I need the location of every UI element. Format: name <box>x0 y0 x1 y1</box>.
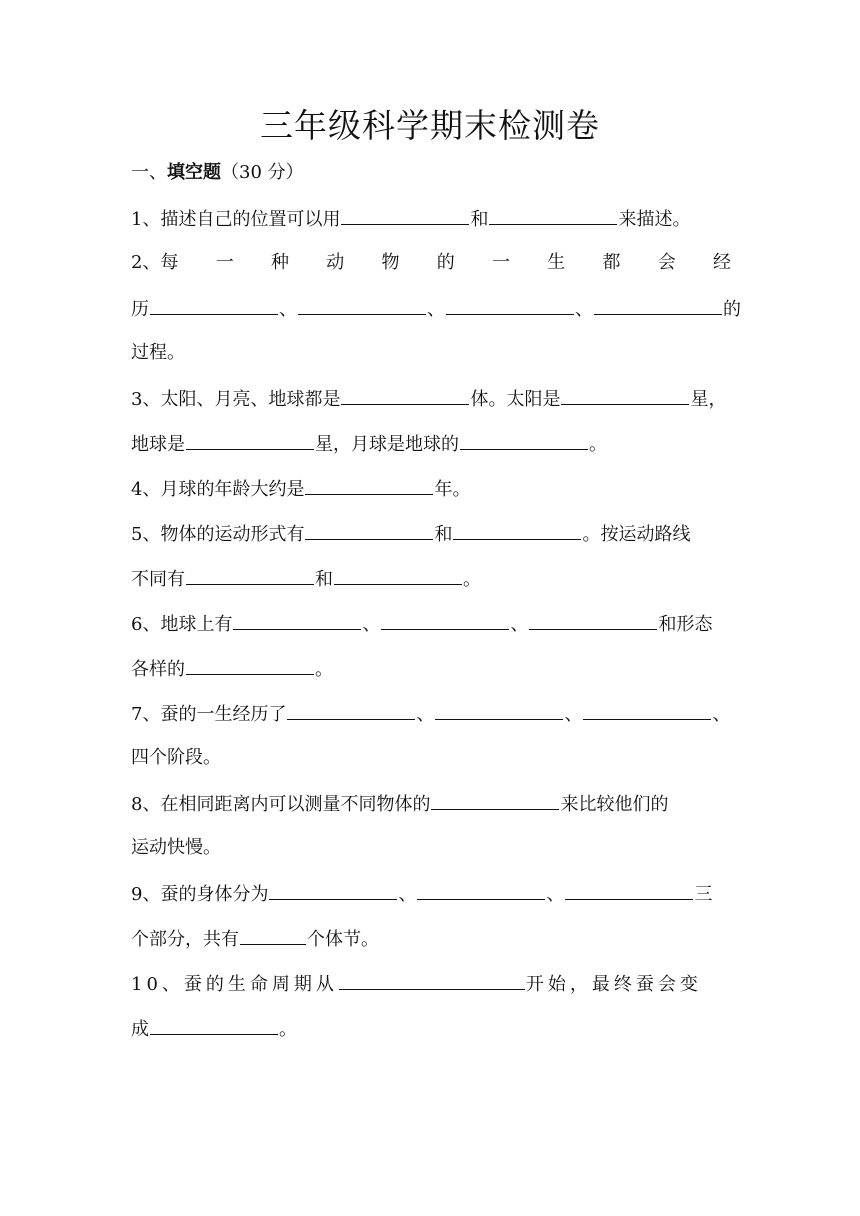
question-text: 。 <box>279 1019 297 1040</box>
question-text: 4、月球的年龄大约是 <box>131 479 305 500</box>
section-name: 填空题 <box>167 162 221 183</box>
answer-blank[interactable] <box>435 701 563 720</box>
answer-blank[interactable] <box>417 881 545 900</box>
question-text: 星， <box>690 389 727 410</box>
question-text: 和 <box>315 569 333 590</box>
answer-blank[interactable] <box>334 566 462 585</box>
separator: 、 <box>564 704 583 725</box>
question-text: 生 <box>547 252 566 273</box>
question-10-line-2 <box>131 1016 731 1042</box>
question-7-line-1 <box>131 701 731 727</box>
answer-blank[interactable] <box>269 881 397 900</box>
question-3-line-1 <box>131 386 731 412</box>
question-text: 10、蚕的生命周期从 <box>131 974 338 995</box>
question-text: 3、太阳、月亮、地球都是 <box>131 389 341 410</box>
answer-blank[interactable] <box>186 566 314 585</box>
question-6-line-2 <box>131 656 731 682</box>
separator: 、 <box>712 704 731 725</box>
question-text: 来比较他们的 <box>560 794 669 815</box>
question-text: 年。 <box>434 479 471 500</box>
question-text: 。 <box>589 434 607 455</box>
question-text: 一 <box>491 252 510 273</box>
question-text: 地球是 <box>131 434 185 455</box>
question-text: 2、每 <box>131 252 179 273</box>
question-3-line-2 <box>131 431 731 457</box>
question-text: 1、描述自己的位置可以用 <box>131 209 341 230</box>
answer-blank[interactable] <box>305 476 433 495</box>
question-text: 来描述。 <box>618 209 691 230</box>
question-text: 6、地球上有 <box>131 614 233 635</box>
question-text: 各样的 <box>131 659 185 680</box>
question-6-line-1 <box>131 611 731 637</box>
answer-blank[interactable] <box>446 296 574 315</box>
answer-blank[interactable] <box>186 431 314 450</box>
answer-blank[interactable] <box>594 296 722 315</box>
answer-blank[interactable] <box>529 611 657 630</box>
section-header <box>131 161 731 185</box>
question-text: 7、蚕的一生经历了 <box>131 704 287 725</box>
answer-blank[interactable] <box>298 296 426 315</box>
question-8-line-1 <box>131 791 731 817</box>
question-7-line-2 <box>131 746 731 770</box>
answer-blank[interactable] <box>583 701 711 720</box>
answer-blank[interactable] <box>186 656 314 675</box>
question-9-line-1 <box>131 881 731 907</box>
question-text: 和 <box>434 524 453 545</box>
question-text: 。 <box>463 569 481 590</box>
question-text: 物 <box>381 252 400 273</box>
question-9-line-2 <box>131 926 731 952</box>
answer-blank[interactable] <box>460 431 588 450</box>
question-text: 5、物体的运动形式有 <box>131 524 305 545</box>
answer-blank[interactable] <box>233 611 361 630</box>
answer-blank[interactable] <box>561 386 689 405</box>
answer-blank[interactable] <box>341 386 469 405</box>
answer-blank[interactable] <box>305 521 433 540</box>
question-1 <box>131 206 731 232</box>
question-text: 四个阶段。 <box>131 747 221 768</box>
question-10-line-1 <box>131 971 731 997</box>
question-text: 8、在相同距离内可以测量不同物体的 <box>131 794 431 815</box>
question-4 <box>131 476 731 502</box>
question-text: 。 <box>315 659 333 680</box>
separator: 、 <box>546 884 565 905</box>
answer-blank[interactable] <box>240 926 306 945</box>
question-text: 的 <box>436 252 455 273</box>
section-prefix: 一、 <box>131 162 167 183</box>
question-2-line-2 <box>131 296 741 322</box>
answer-blank[interactable] <box>341 206 469 225</box>
answer-blank[interactable] <box>287 701 415 720</box>
separator: 、 <box>362 614 381 635</box>
question-text: 开始，最终蚕会变 <box>525 974 702 995</box>
question-5-line-1 <box>131 521 731 547</box>
question-5-line-2 <box>131 566 731 592</box>
question-text: 和 <box>470 209 489 230</box>
question-text: 经 <box>712 252 731 273</box>
question-text: 一 <box>215 252 234 273</box>
question-text: 个部分，共有 <box>131 929 239 950</box>
question-text: 运动快慢。 <box>131 837 221 858</box>
separator: 、 <box>427 299 445 320</box>
answer-blank[interactable] <box>431 791 559 810</box>
question-text: 9、蚕的身体分为 <box>131 884 269 905</box>
question-2-line-1 <box>131 251 731 275</box>
answer-blank[interactable] <box>489 206 617 225</box>
question-8-line-2 <box>131 836 731 860</box>
question-text: 成 <box>131 1019 149 1040</box>
question-text: 体。太阳是 <box>470 389 561 410</box>
question-text: 个体节。 <box>307 929 379 950</box>
separator: 、 <box>279 299 297 320</box>
separator: 、 <box>416 704 435 725</box>
separator: 、 <box>575 299 593 320</box>
answer-blank[interactable] <box>565 881 693 900</box>
question-text: 历 <box>131 299 149 320</box>
question-text: 和形态 <box>658 614 713 635</box>
answer-blank[interactable] <box>150 296 278 315</box>
answer-blank[interactable] <box>381 611 509 630</box>
question-text: 都 <box>602 252 621 273</box>
answer-blank[interactable] <box>453 521 581 540</box>
question-text: 的 <box>723 299 741 320</box>
question-text: 动 <box>326 252 345 273</box>
question-text: 过程。 <box>131 342 185 363</box>
answer-blank[interactable] <box>339 971 525 990</box>
separator: 、 <box>398 884 417 905</box>
question-text: 星，月球是地球的 <box>315 434 459 455</box>
question-text: 三 <box>694 884 713 905</box>
question-text: 种 <box>270 252 289 273</box>
question-text: 不同有 <box>131 569 185 590</box>
answer-blank[interactable] <box>150 1016 278 1035</box>
question-2-line-3 <box>131 341 731 365</box>
separator: 、 <box>510 614 529 635</box>
section-score: （30 分） <box>221 162 304 183</box>
question-text: 会 <box>657 252 676 273</box>
page-title: 三年级科学期末检测卷 <box>260 106 600 145</box>
question-text: 。按运动路线 <box>582 524 691 545</box>
